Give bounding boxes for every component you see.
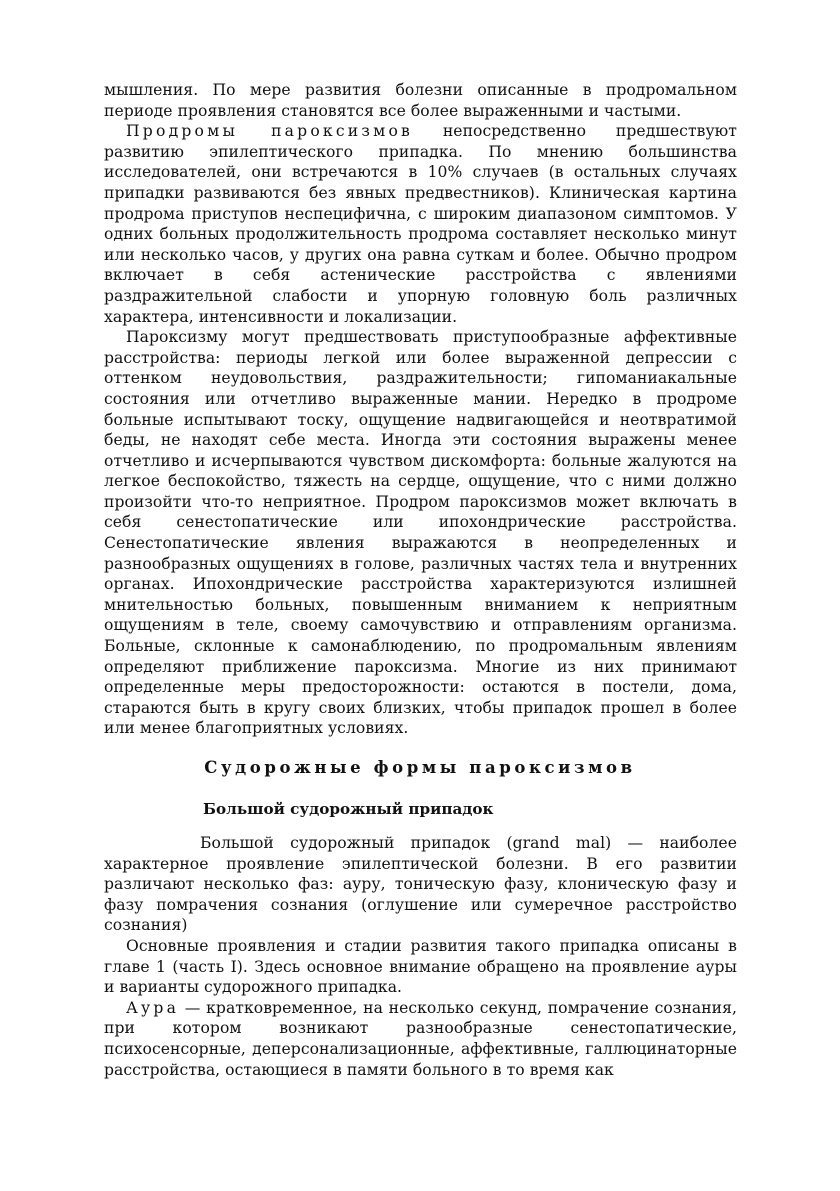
paragraph bbox=[104, 327, 737, 739]
sub-heading: Большой судорожный припадок bbox=[203, 800, 494, 818]
paragraph bbox=[104, 936, 737, 998]
paragraph-text: Большой судорожный припадок (grand mal) — наиболее характерное проявление эпилептической болезни. В его развитии различают несколько фаз: ауру, тоническую фазу, клоническую фазу и фазу помрачения сознания (оглушение или сумеречное расстройство сознания) bbox=[104, 834, 737, 935]
text-block-lower bbox=[104, 833, 737, 1080]
paragraph bbox=[104, 80, 737, 121]
spaced-term: Аура bbox=[126, 998, 180, 1017]
paragraph-text: Пароксизму могут предшествовать приступообразные аффективные расстройства: периоды легкой или более выраженной депрессии с оттенком неудовольствия, раздражительности; гипоманиакальные состояния или отчетливо выраженные мании. Нередко в продроме больные испытывают тоску, ощущение надвигающейся и неотвратимой беды, не находят себе места. Иногда эти состояния выражены менее отчетливо и исчерпываются чувством дискомфорта: больные жалуются на легкое беспокойство, тяжесть на сердце, ощущение, что с ними должно произойти что-то неприятное. Продром пароксизмов может включать в себя сенестопатические или ипохондрические расстройства. Сенестопатические явления выражаются в неопределенных и разнообразных ощущениях в голове, различных частях тела и внутренних органах. Ипохондрические расстройства характеризуются излишней мнительностью больных, повышенным вниманием к неприятным ощущениям в теле, своему самочувствию и отправлениям организма. Больные, склонные к самонаблюдению, по продромальным явлениям определяют приближение пароксизма. Многие из них принимают определенные меры предосторожности: остаются в постели, дома, стараются быть в кругу своих близких, чтобы припадок прошел в более или менее благоприятных условиях. bbox=[104, 328, 737, 738]
paragraph bbox=[104, 998, 737, 1080]
paragraph-text: Основные проявления и стадии развития такого припадка описаны в главе 1 (часть I). Здесь основное внимание обращено на проявление ауры и варианты судорожного припадка. bbox=[104, 936, 737, 997]
paragraph bbox=[104, 833, 737, 936]
paragraph-text: непосредственно предшествуют развитию эпилептического припадка. По мнению большинства исследователей, они встречаются в 10% случаев (в остальных случаях припадки развиваются без явных предвестников). Клиническая картина продрома приступов неспецифична, с широким диапазоном симптомов. У одних больных продолжительность продрома составляет несколько минут или несколько часов, у других она равна суткам и более. Обычно продром включает в себя астенические расстройства с явлениями раздражительной слабости и упорную головную боль различных характера, интенсивности и локализации. bbox=[104, 122, 737, 326]
spaced-term: Продромы пароксизмов bbox=[126, 122, 414, 141]
text-block-upper bbox=[104, 80, 737, 739]
paragraph bbox=[104, 121, 737, 327]
paragraph-text: мышления. По мере развития болезни описанные в продромальном периоде проявления становятся все более выраженными и частыми. bbox=[104, 81, 737, 120]
paragraph-text: — кратковременное, на несколько секунд, помрачение сознания, при котором возникают разнообразные сенестопатические, психосенсорные, деперсонализационные, аффективные, галлюцинаторные расстройства, остающиеся в памяти больного в то время как bbox=[104, 998, 737, 1079]
section-heading: Судорожные формы пароксизмов bbox=[204, 758, 636, 777]
